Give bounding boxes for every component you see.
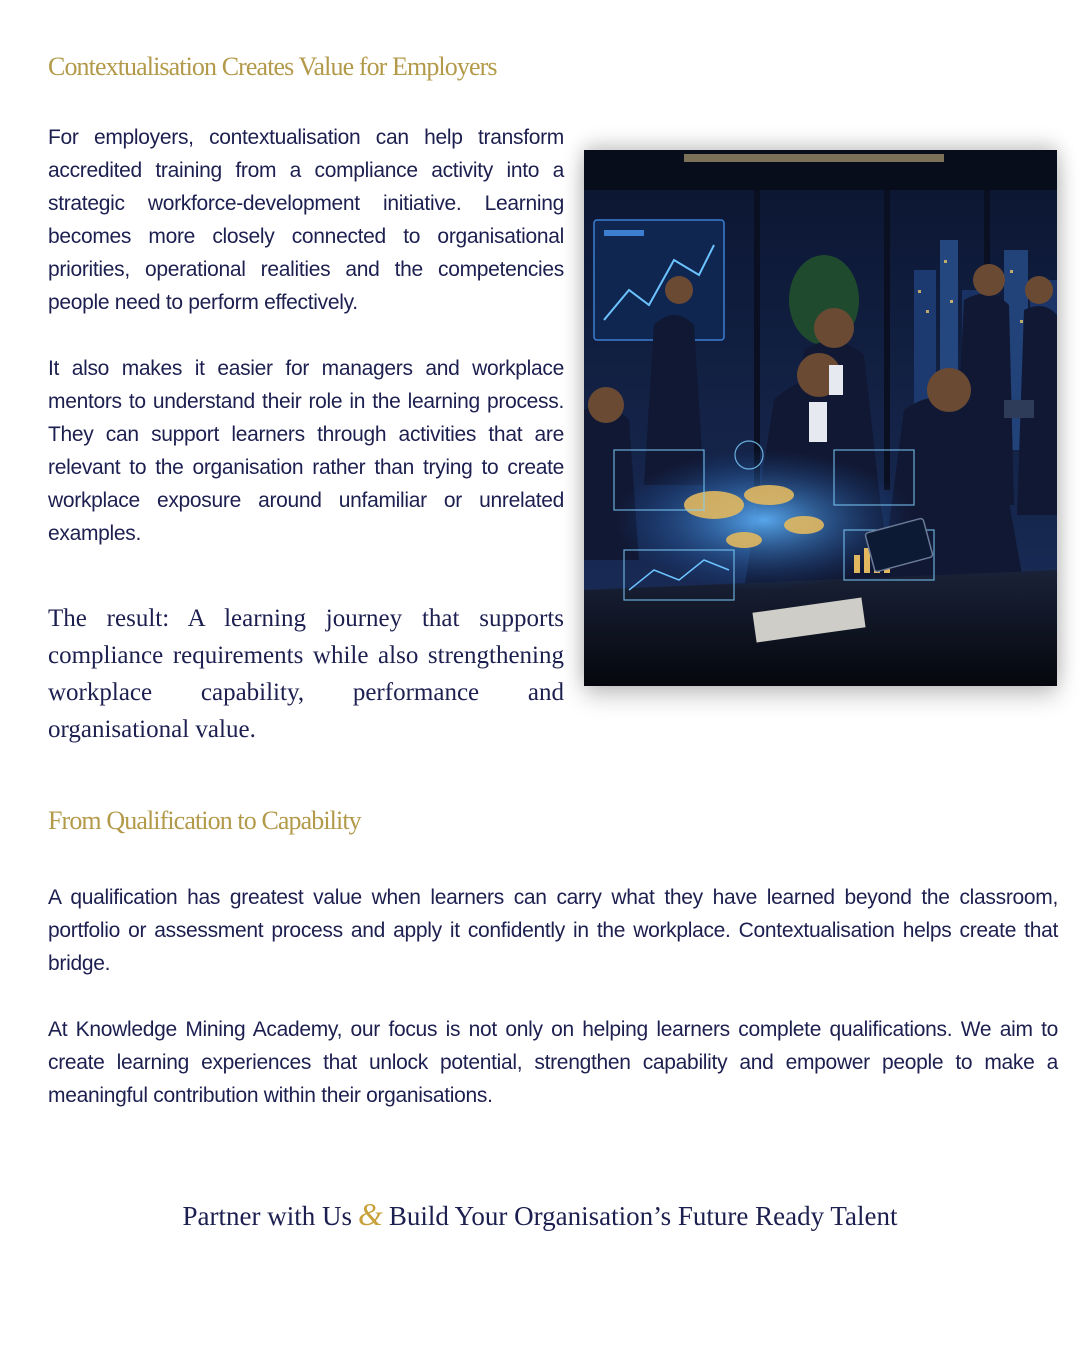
employers-paragraph-2: It also makes it easier for managers and workplace mentors to understand their role in the learning process. They can support learners through activities that are relevant to the organisation rather than trying to create workplace exposure around unfamiliar or unrelated examples. [48,357,564,545]
section-heading-employers: Contextualisation Creates Value for Employers [48,52,497,81]
employers-paragraph-1: For employers, contextualisation can help transform accredited training from a compliance activity into a strategic workforce-development initiative. Learning becomes more closely connected to organisational priorities, operational realities and the competencies people need to perform effectively. [48,126,564,314]
result-statement: The result: A learning journey that supports compliance requirements while also strengthening workplace capability, performance and organisational value. [48,605,564,743]
capability-paragraph-2: At Knowledge Mining Academy, our focus is not only on helping learners complete qualifications. We aim to create learning experiences that unlock potential, strengthen capability and empower people to make a meaningful contribution within their organisations. [48,1018,1058,1107]
cta-part-1: Partner with Us [182,1201,352,1231]
ampersand-glyph: & [357,1196,383,1232]
cta-part-2: Build Your Organisation’s Future Ready Talent [388,1201,898,1231]
business-team-photo [584,150,1057,686]
call-to-action [0,1196,1080,1233]
capability-paragraph-1: A qualification has greatest value when learners can carry what they have learned beyond the classroom, portfolio or assessment process and apply it confidently in the workplace. Contextualisation helps create that bridge. [48,886,1058,975]
section-heading-capability: From Qualification to Capability [48,806,361,835]
business-team-illustration [584,150,1057,686]
